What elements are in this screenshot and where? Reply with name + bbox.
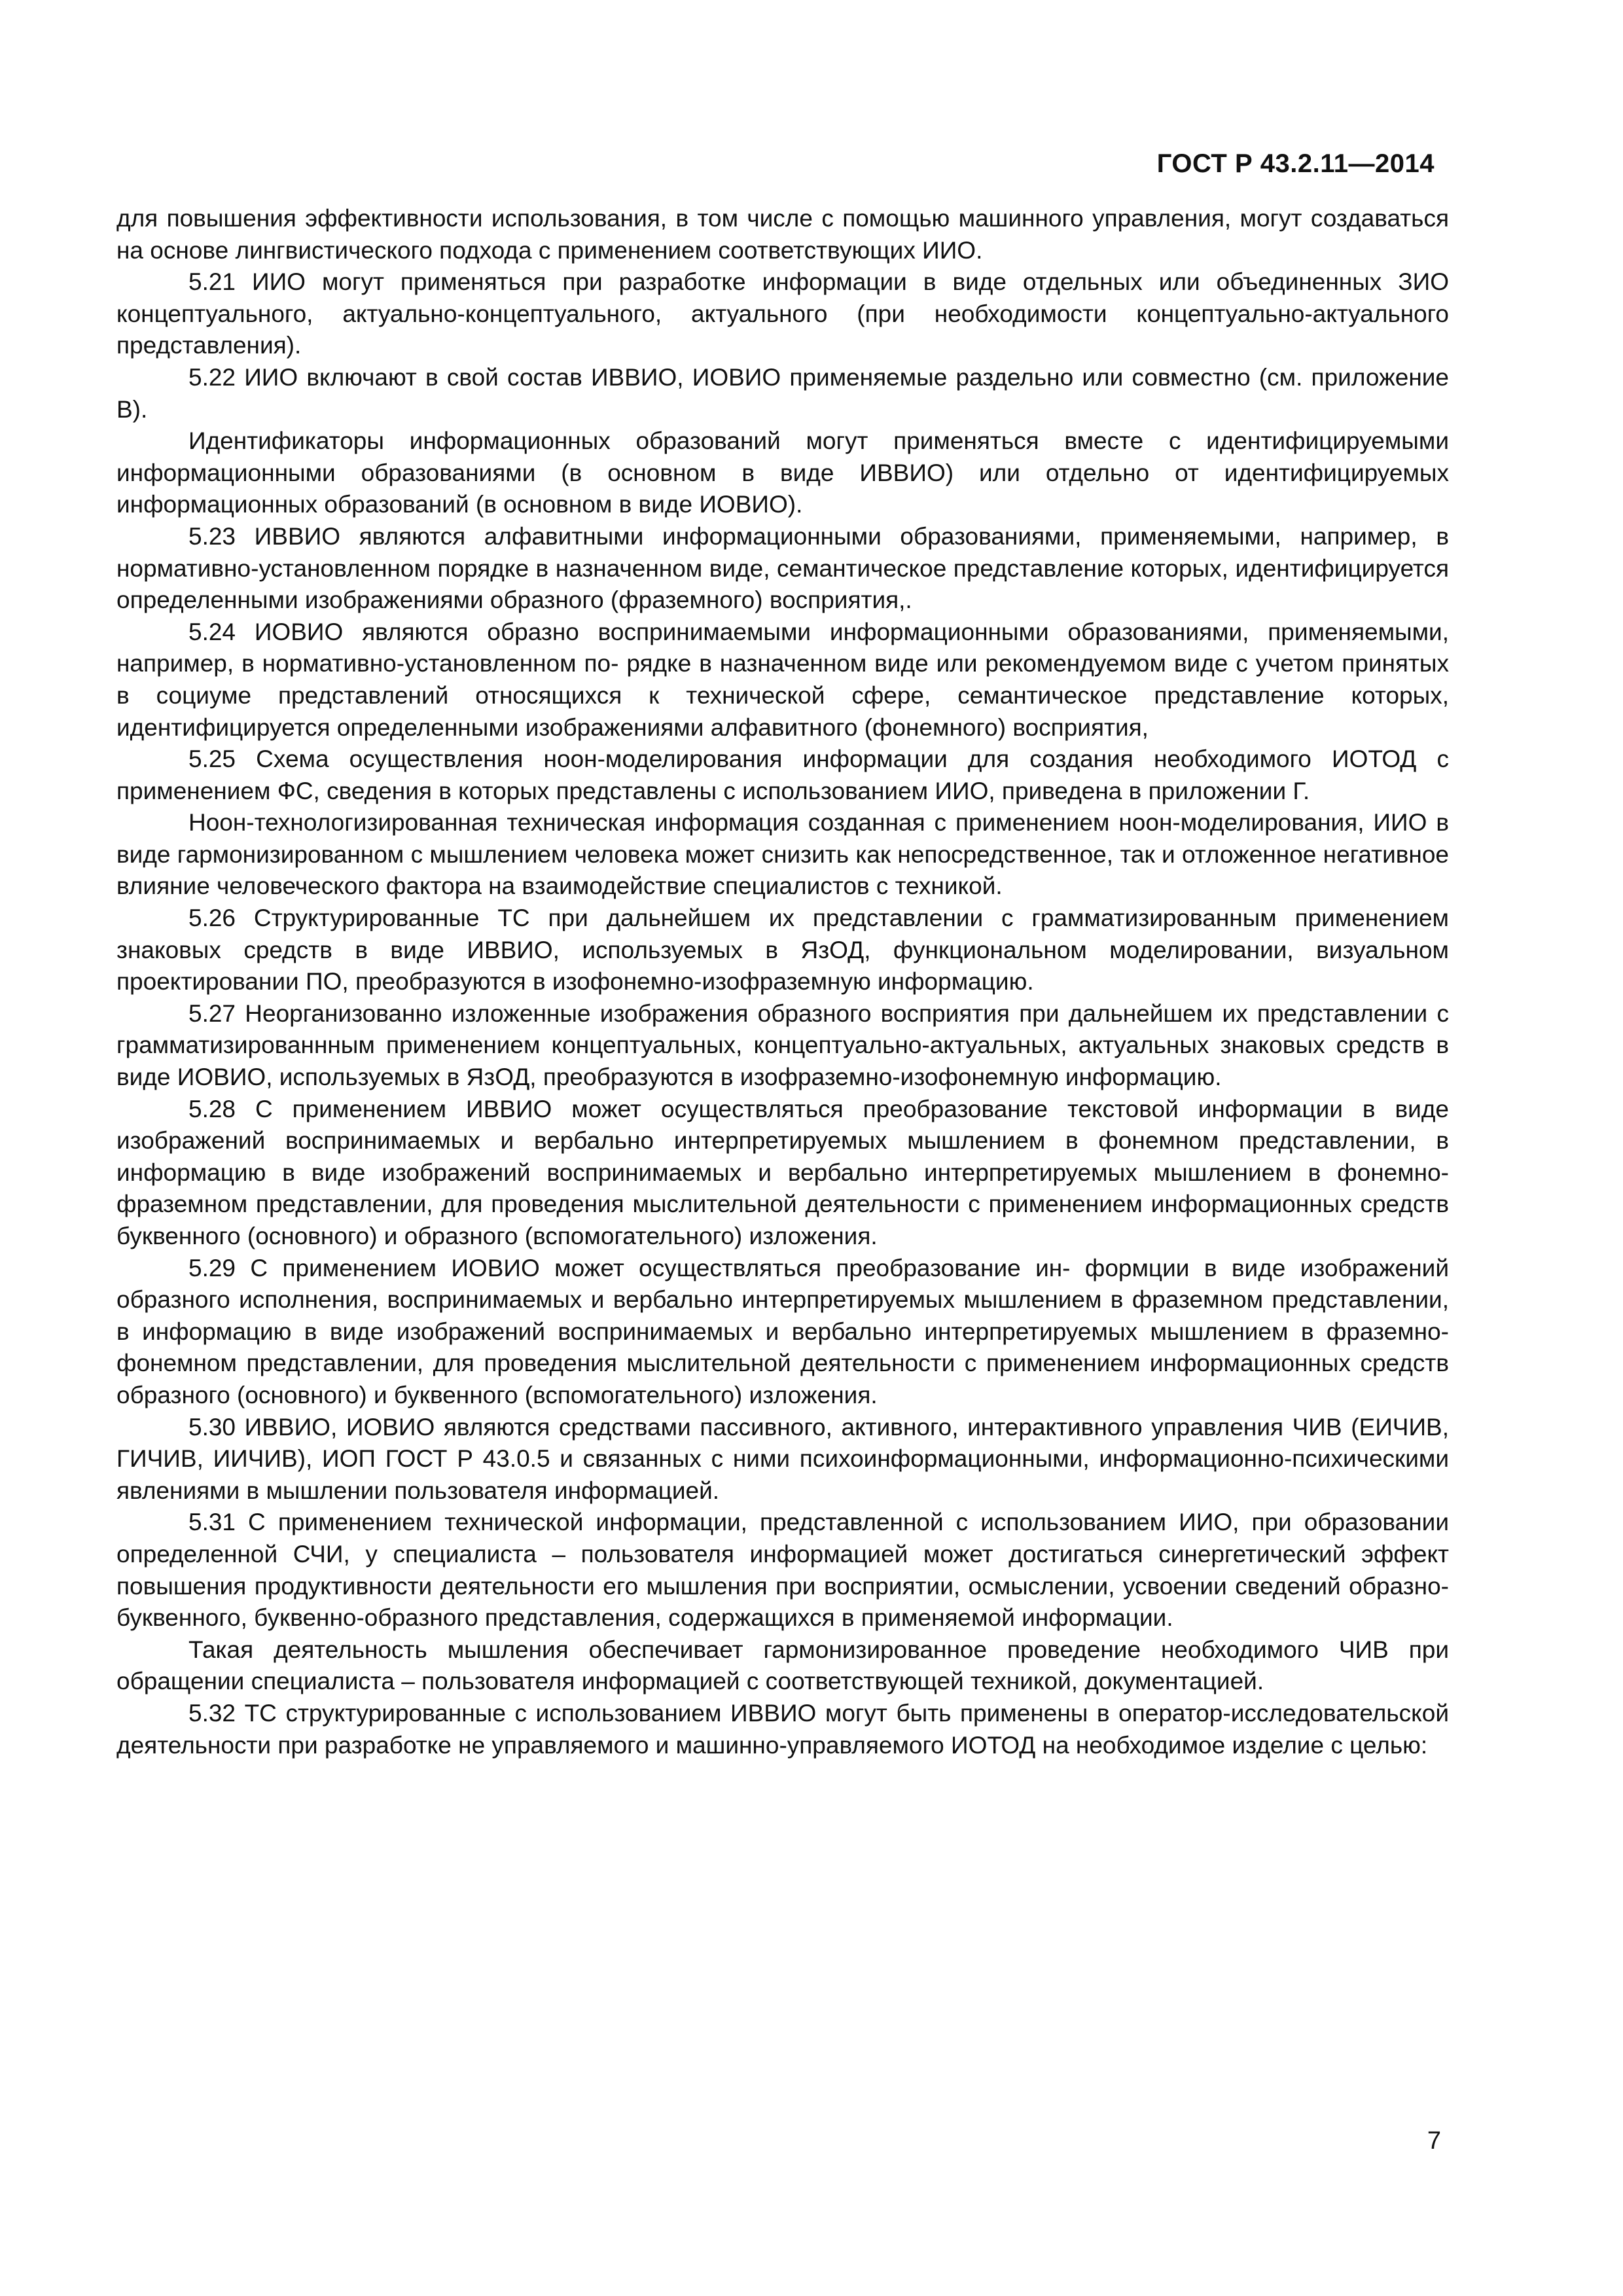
paragraph-5-22: 5.22 ИИО включают в свой состав ИВВИО, ИОВИО применяемые раздельно или совместно (см. приложение В).	[116, 363, 1449, 423]
paragraph-5-23: 5.23 ИВВИО являются алфавитными информационными образованиями, применяемыми, например, в нормативно-установленном порядке в назначенном виде, семантическое представление которых, идентифицируется определенными изображениями образного (фраземного) восприятия,.	[116, 522, 1449, 614]
paragraph-5-28: 5.28 С применением ИВВИО может осуществляться преобразование текстовой информации в виде изображений воспринимаемых и вербально интерпретируемых мышлением в фонемном представлении, в информацию в виде изображений воспринимаемых и вербально интерпретируемых мышлением в фонемно-фраземном представлении, для проведения мыслительной деятельности с применением информационных средств буквенного (основного) и образного (вспомогательного) изложения.	[116, 1095, 1449, 1249]
paragraph-5-29: 5.29 С применением ИОВИО может осуществляться преобразование ин- формции в виде изображений образного исполнения, воспринимаемых и вербально интерпретируемых мышлением в фраземном представлении, в информацию в виде изображений воспринимаемых и вербально интерпретируемых мышлением в фраземно-фонемном представлении, для проведения мыслительной деятельности с применением информационных средств образного (основного) и буквенного (вспомогательного) изложения.	[116, 1254, 1449, 1408]
paragraph-5-26: 5.26 Структурированные ТС при дальнейшем их представлении с грамматизированным применением знаковых средств в виде ИВВИО, используемых в ЯзОД, функциональном моделировании, визуальном проектировании ПО, преобразуются в изофонемно-изофраземную информацию.	[116, 905, 1449, 996]
paragraph-5-31: 5.31 С применением технической информации, представленной с использованием ИИО, при образовании определенной СЧИ, у специалиста – пользователя информацией может достигаться синергетический эффект повышения продуктивности деятельности его мышления при восприятии, осмыслении, усвоении сведений образно-буквенного, буквенно-образного представления, содержащихся в применяемой информации.	[116, 1509, 1449, 1632]
paragraph-identifiers: Идентификаторы информационных образований могут применяться вместе с идентифицируемыми информационными образованиями (в основном в виде ИВВИО) или отдельно от идентифицируемых информационных образований (в основном в виде ИОВИО).	[116, 427, 1449, 518]
paragraph-noon-technology: Ноон-технологизированная техническая информация созданная с применением ноон-моделирования, ИИО в виде гармонизированном с мышлением человека может снизить как непосредственное, так и отложенное негативное влияние человеческого фактора на взаимодействие специалистов с техникой.	[116, 809, 1449, 900]
paragraph-5-27: 5.27 Неорганизованно изложенные изображения образного восприятия при дальнейшем их представлении с грамматизированнным применением концептуальных, концептуально-актуальных, актуальных знаковых средств в виде ИОВИО, используемых в ЯзОД, преобразуются в изофраземно-изофонемную информацию.	[116, 999, 1449, 1091]
paragraph-5-21: 5.21 ИИО могут применяться при разработке информации в виде отдельных или объединенных ЗИО концептуального, актуально-концептуального, актуального (при необходимости концептуально-актуального представления).	[116, 268, 1449, 359]
page-number: 7	[1427, 2127, 1441, 2155]
paragraph-5-25: 5.25 Схема осуществления ноон-моделирования информации для создания необходимого ИОТОД с применением ФС, сведения в которых представлены с использованием ИИО, приведена в приложении Г.	[116, 745, 1449, 804]
paragraph-5-30: 5.30 ИВВИО, ИОВИО являются средствами пассивного, активного, интерактивного управления ЧИВ (ЕИЧИВ, ГИЧИВ, ИИЧИВ), ИОП ГОСТ Р 43.0.5 и связанных с ними психоинформационными, информационно-психическими явлениями в мышлении пользователя информацией.	[116, 1413, 1449, 1504]
paragraph-5-32: 5.32 ТС структурированные с использованием ИВВИО могут быть применены в оператор-исследовательской деятельности при разработке не управляемого и машинно-управляемого ИОТОД на необходимое изделие с целью:	[116, 1699, 1449, 1759]
paragraph-continuation: для повышения эффективности использования, в том числе с помощью машинного управления, могут создаваться на основе лингвистического подхода с применением соответствующих ИИО.	[116, 205, 1449, 264]
paragraph-5-24: 5.24 ИОВИО являются образно воспринимаемыми информационными образованиями, применяемыми, например, в нормативно-установленном по- рядке в назначенном виде или рекомендуемом виде с учетом принятых в социуме представлений относящихся к технической сфере, семантическое представление которых, идентифицируется определенными изображениями алфавитного (фонемного) восприятия,	[116, 618, 1449, 741]
paragraph-thinking-activity: Такая деятельность мышления обеспечивает гармонизированное проведение необходимого ЧИВ при обращении специалиста – пользователя информацией с соответствующей техникой, документацией.	[116, 1636, 1449, 1695]
document-body	[116, 203, 1449, 1761]
standard-designation: ГОСТ Р 43.2.11—2014	[1156, 149, 1435, 178]
